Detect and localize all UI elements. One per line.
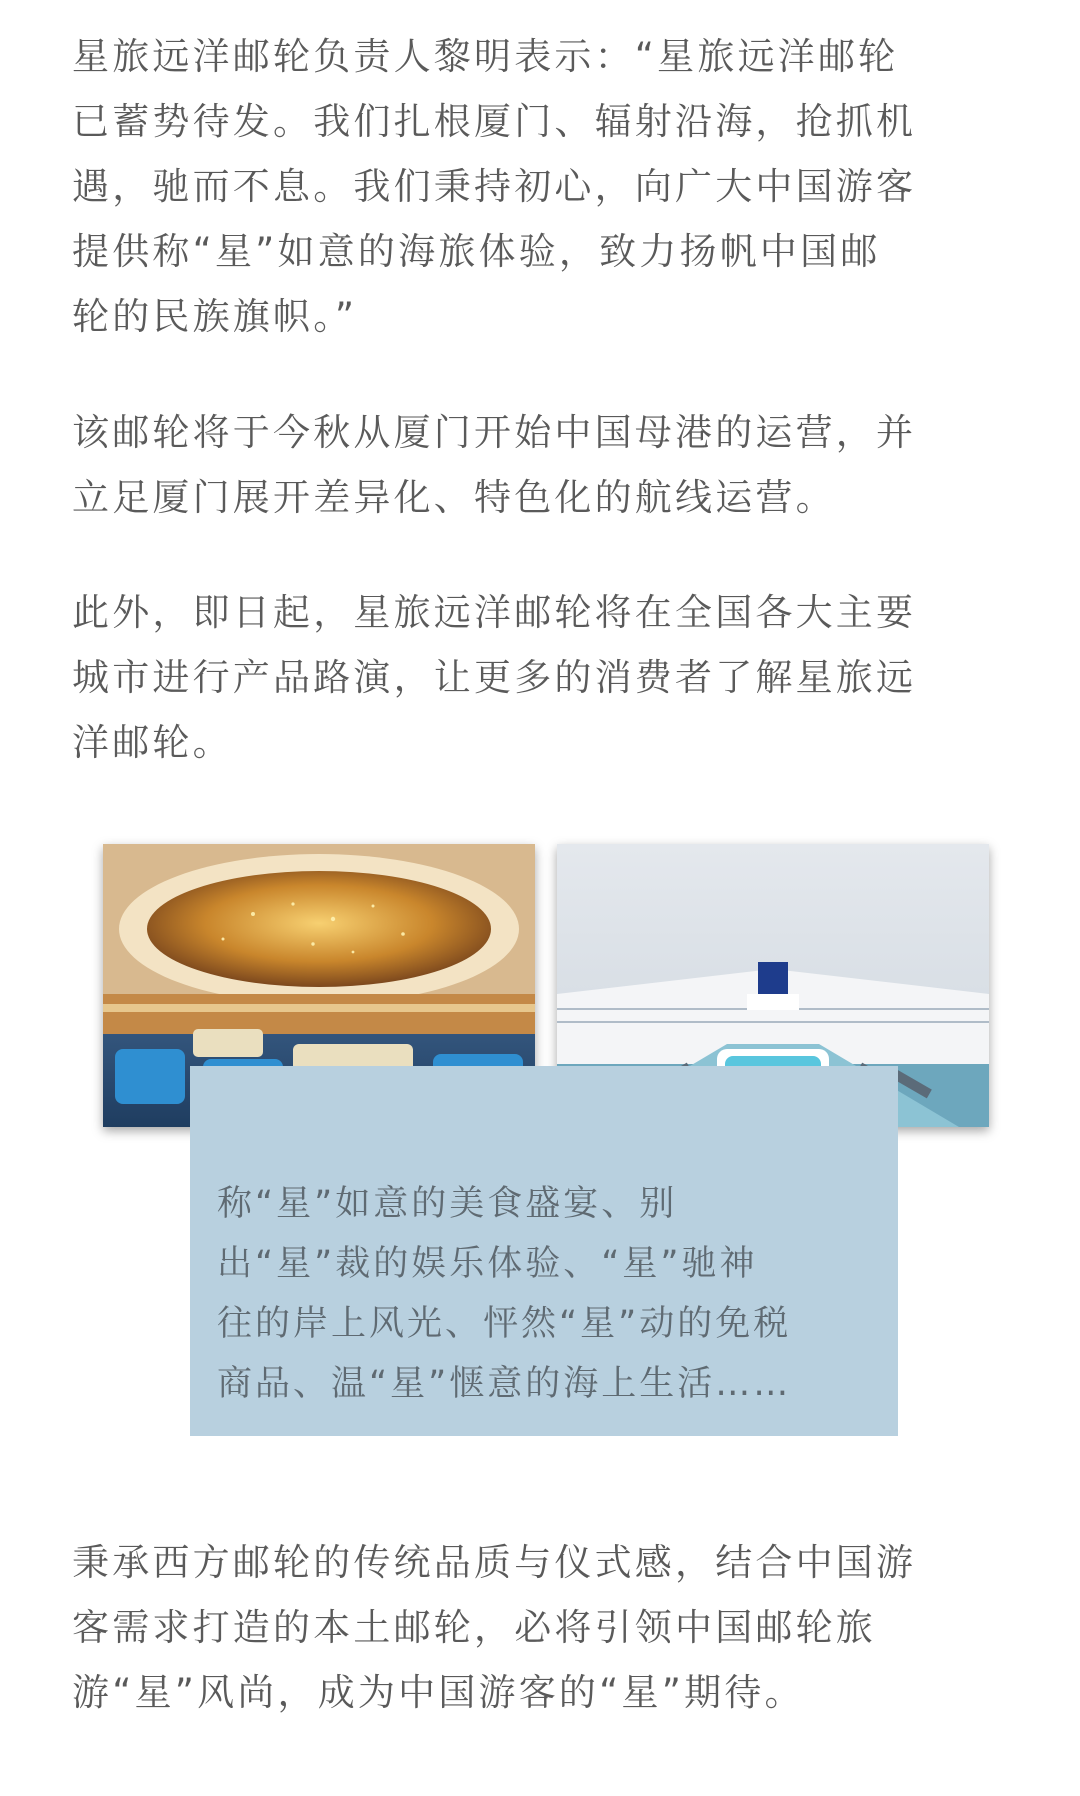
- article-paragraph-1: [72, 24, 1012, 349]
- text-line: 提供称“星”如意的海旅体验，致力扬帆中国邮: [72, 230, 881, 273]
- caption-text: [217, 1174, 877, 1414]
- caption-box: [190, 1066, 898, 1436]
- text-line: 客需求打造的本土邮轮，必将引领中国邮轮旅: [72, 1606, 876, 1649]
- text-line: 立足厦门展开差异化、特色化的航线运营。: [72, 476, 836, 519]
- text-line: 洋邮轮。: [72, 721, 233, 764]
- text-line: 星旅远洋邮轮负责人黎明表示：“星旅远洋邮轮: [72, 35, 899, 78]
- caption-line: 商品、温“星”惬意的海上生活……: [217, 1364, 792, 1404]
- article-paragraph-3: [72, 580, 1012, 775]
- text-line: 遇，驰而不息。我们秉持初心，向广大中国游客: [72, 165, 917, 208]
- article-paragraph-4: [72, 1530, 1012, 1725]
- text-line: 秉承西方邮轮的传统品质与仪式感，结合中国游: [72, 1541, 917, 1584]
- caption-line: 往的岸上风光、怦然“星”动的免税: [217, 1304, 792, 1344]
- caption-line: 出“星”裁的娱乐体验、“星”驰神: [217, 1244, 758, 1284]
- text-line: 轮的民族旗帜。”: [72, 295, 358, 338]
- text-line: 游“星”风尚，成为中国游客的“星”期待。: [72, 1671, 805, 1714]
- article-paragraph-2: [72, 400, 1012, 530]
- text-line: 城市进行产品路演，让更多的消费者了解星旅远: [72, 656, 917, 699]
- caption-line: 称“星”如意的美食盛宴、别: [217, 1184, 678, 1224]
- text-line: 此外，即日起，星旅远洋邮轮将在全国各大主要: [72, 591, 917, 634]
- text-line: 该邮轮将于今秋从厦门开始中国母港的运营，并: [72, 411, 917, 454]
- text-line: 已蓄势待发。我们扎根厦门、辐射沿海，抢抓机: [72, 100, 917, 143]
